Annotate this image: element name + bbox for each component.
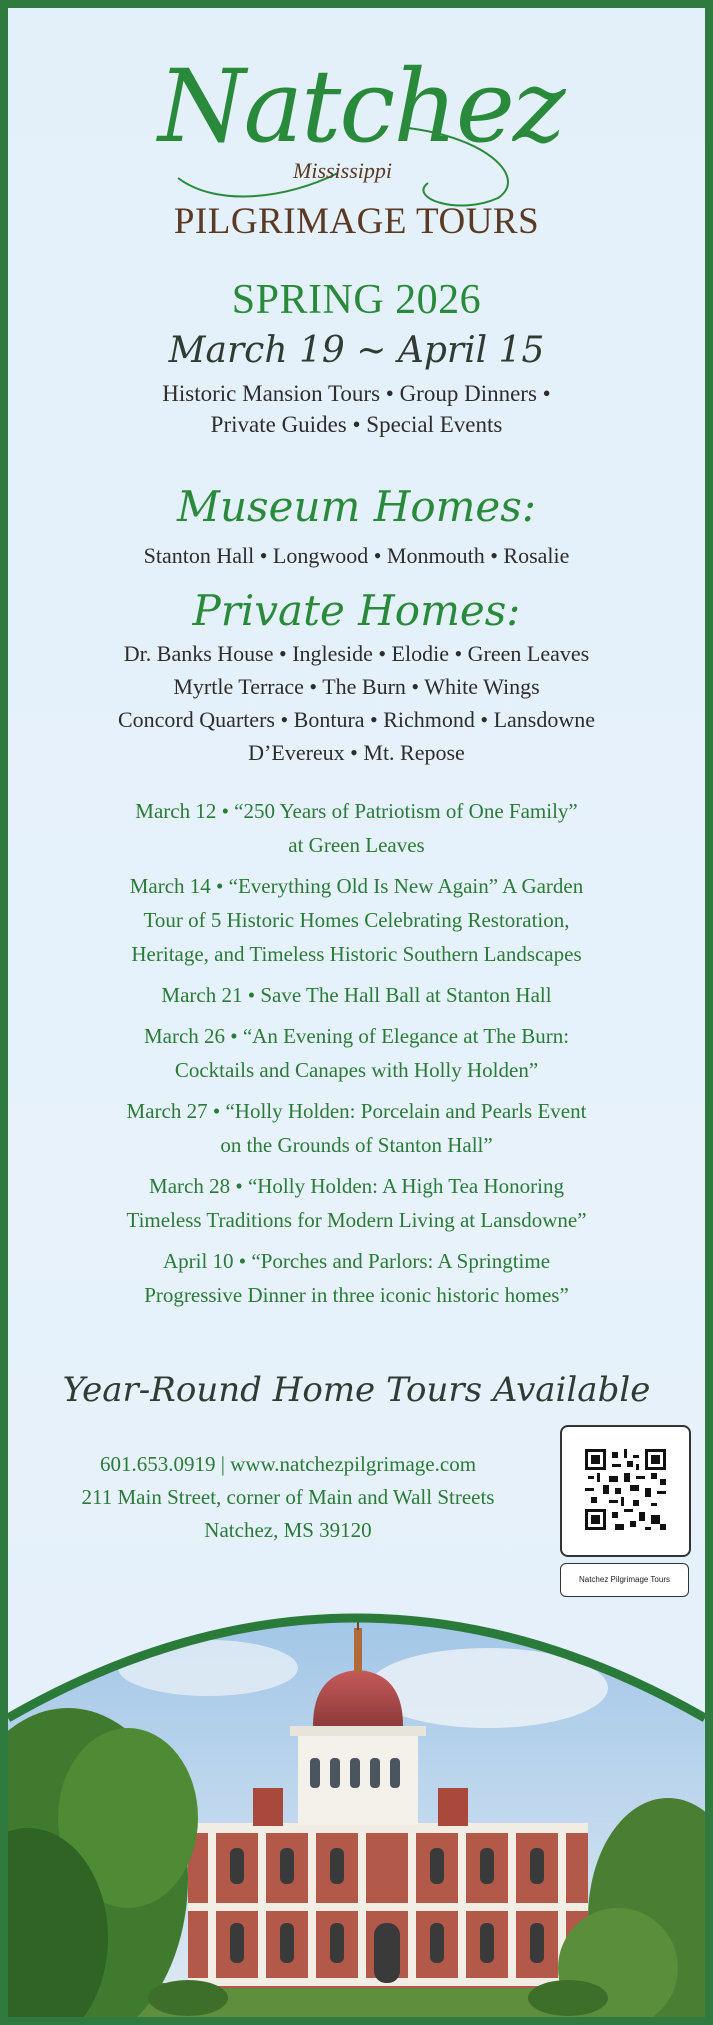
event-line: March 12 • “250 Years of Patriotism of One Family” <box>135 799 578 823</box>
event-item <box>8 1169 705 1237</box>
private-homes-line: Myrtle Terrace • The Burn • White Wings <box>173 674 540 699</box>
event-line: Timeless Traditions for Modern Living at Lansdowne” <box>126 1208 587 1232</box>
event-item <box>8 1094 705 1162</box>
logo-state: Mississippi <box>293 158 393 183</box>
qr-label: Natchez Pilgrimage Tours <box>560 1563 689 1597</box>
private-homes-list <box>8 637 705 769</box>
event-line: Heritage, and Timeless Historic Southern Landscapes <box>131 942 582 966</box>
logo-swirl-icon <box>158 98 558 208</box>
longwood-mansion-photo <box>8 1578 705 2017</box>
brand-line: PILGRIMAGE TOURS <box>173 201 540 242</box>
museum-homes-list <box>8 539 705 572</box>
event-line: March 27 • “Holly Holden: Porcelain and Pearls Event <box>126 1099 587 1123</box>
logo-natchez: Natchez <box>158 48 564 165</box>
contact-address: 211 Main Street, corner of Main and Wall Streets <box>81 1485 495 1509</box>
qr-code-icon <box>585 1449 666 1530</box>
event-line: Tour of 5 Historic Homes Celebrating Restoration, <box>143 908 570 932</box>
museum-homes-line: Stanton Hall • Longwood • Monmouth • Rosalie <box>143 543 570 568</box>
services-line: Historic Mansion Tours • Group Dinners • <box>162 381 551 406</box>
event-item <box>8 1019 705 1087</box>
museum-homes-heading: Museum Homes: <box>177 482 536 531</box>
event-line: April 10 • “Porches and Parlors: A Springtime <box>162 1249 551 1273</box>
contact-phone-web[interactable]: 601.653.0919 | www.natchezpilgrimage.com <box>99 1452 477 1476</box>
event-line: March 28 • “Holly Holden: A High Tea Honoring <box>149 1174 564 1198</box>
private-homes-line: Concord Quarters • Bontura • Richmond • Lansdowne <box>117 707 596 732</box>
year-round-heading: Year-Round Home Tours Available <box>62 1370 651 1410</box>
event-line: on the Grounds of Stanton Hall” <box>220 1133 493 1157</box>
season-dates: March 19 ~ April 15 <box>168 330 545 371</box>
event-line: March 26 • “An Evening of Elegance at The Burn: <box>143 1024 570 1048</box>
event-item <box>8 869 705 971</box>
private-homes-heading: Private Homes: <box>192 586 521 635</box>
event-line: Cocktails and Canapes with Holly Holden” <box>174 1058 539 1082</box>
event-item <box>8 1244 705 1312</box>
services-line: Private Guides • Special Events <box>210 412 503 437</box>
event-line: Progressive Dinner in three iconic historic homes” <box>144 1283 569 1307</box>
private-homes-line: Dr. Banks House • Ingleside • Elodie • Green Leaves <box>123 641 590 666</box>
event-line: March 14 • “Everything Old Is New Again” A Garden <box>129 874 584 898</box>
contact-info <box>28 1448 548 1547</box>
event-item <box>8 978 705 1012</box>
events-list <box>8 794 705 1319</box>
event-item <box>8 794 705 862</box>
event-line: at Green Leaves <box>288 833 425 857</box>
event-line: March 21 • Save The Hall Ball at Stanton Hall <box>161 983 552 1007</box>
contact-city: Natchez, MS 39120 <box>204 1518 372 1542</box>
qr-code[interactable] <box>560 1425 691 1557</box>
season-title: SPRING 2026 <box>231 277 482 323</box>
services-list <box>8 378 705 440</box>
advertisement-page <box>8 8 705 2017</box>
private-homes-line: D’Evereux • Mt. Repose <box>248 740 465 765</box>
